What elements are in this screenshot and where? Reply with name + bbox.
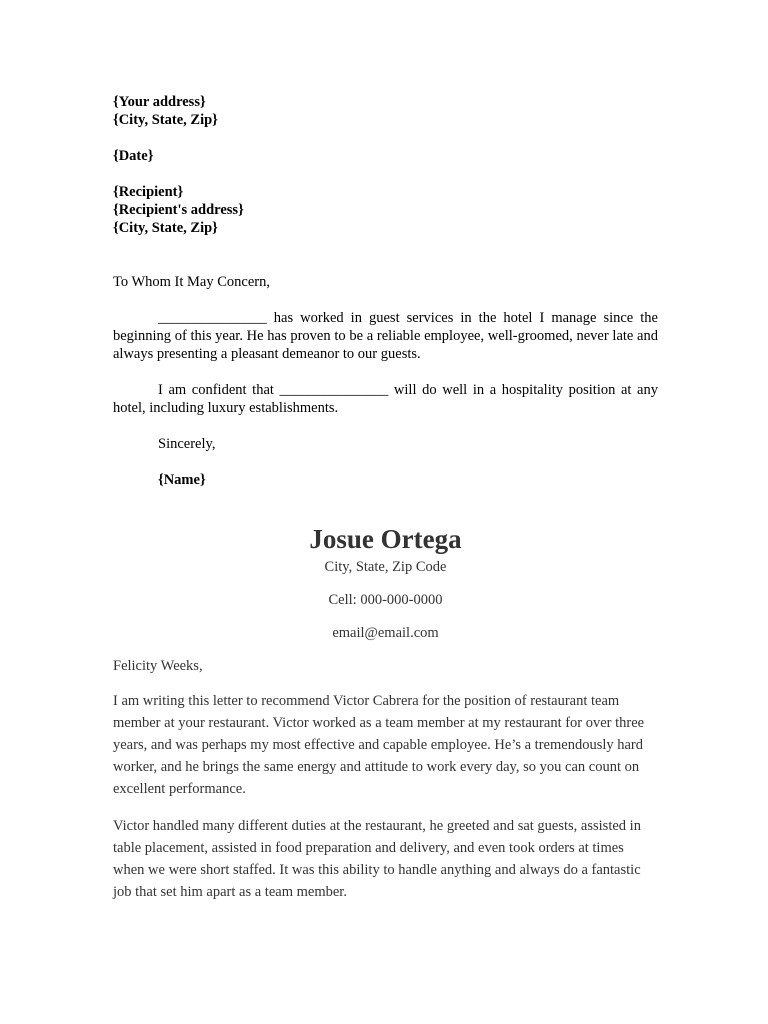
- sender-email: email@email.com: [332, 625, 439, 641]
- recipient-address: {Recipient's address}: [113, 202, 244, 218]
- sender-name-heading: Josue Ortega: [309, 524, 462, 554]
- closing: Sincerely,: [158, 436, 216, 452]
- sender-location: City, State, Zip Code: [324, 559, 447, 575]
- sender-address: {Your address}: [113, 94, 206, 110]
- sender-city: {City, State, Zip}: [113, 112, 218, 128]
- letter-template: [113, 93, 658, 489]
- recipient-name: {Recipient}: [113, 184, 184, 200]
- paragraph-1-text: has worked in guest services in the hotel I manage since the beginning of this year. He has proven to be a reliable employee, well-groomed, never late and always presenting a pleasant demeanor to our guests.: [113, 310, 658, 362]
- letter-paragraph-2: [113, 381, 658, 417]
- body-paragraph-1: I am writing this letter to recommend Victor Cabrera for the position of restaurant team member at your restaurant. Victor worked as a team member at my restaurant for over three years, and was perhaps my most effective and capable employee. He’s a tremendously hard worker, and he brings the same energy and attitude to work every day, so you can count on excellent performance.: [113, 693, 645, 797]
- name-blank: _______________: [158, 310, 267, 326]
- letter-date: {Date}: [113, 148, 154, 164]
- signature-name: {Name}: [158, 472, 206, 488]
- recipient-city: {City, State, Zip}: [113, 220, 218, 236]
- letter-sample: [113, 520, 658, 903]
- salutation: To Whom It May Concern,: [113, 274, 270, 290]
- recipient-salutation: Felicity Weeks,: [113, 658, 203, 674]
- letter-paragraph-1: [113, 309, 658, 363]
- name-blank: _______________: [279, 382, 389, 398]
- paragraph-2-prefix: I am confident that: [158, 382, 280, 398]
- sender-phone: Cell: 000-000-0000: [328, 592, 443, 608]
- body-paragraph-2: Victor handled many different duties at the restaurant, he greeted and sat guests, assisted in table placement, assisted in food preparation and delivery, and even took orders at times when we were short staffed. It was this ability to handle anything and always do a fantastic job that set him apart as a team member.: [113, 818, 641, 900]
- paragraph-2-text: will do well in a hospitality position at any hotel, including luxury establishments.: [113, 382, 658, 416]
